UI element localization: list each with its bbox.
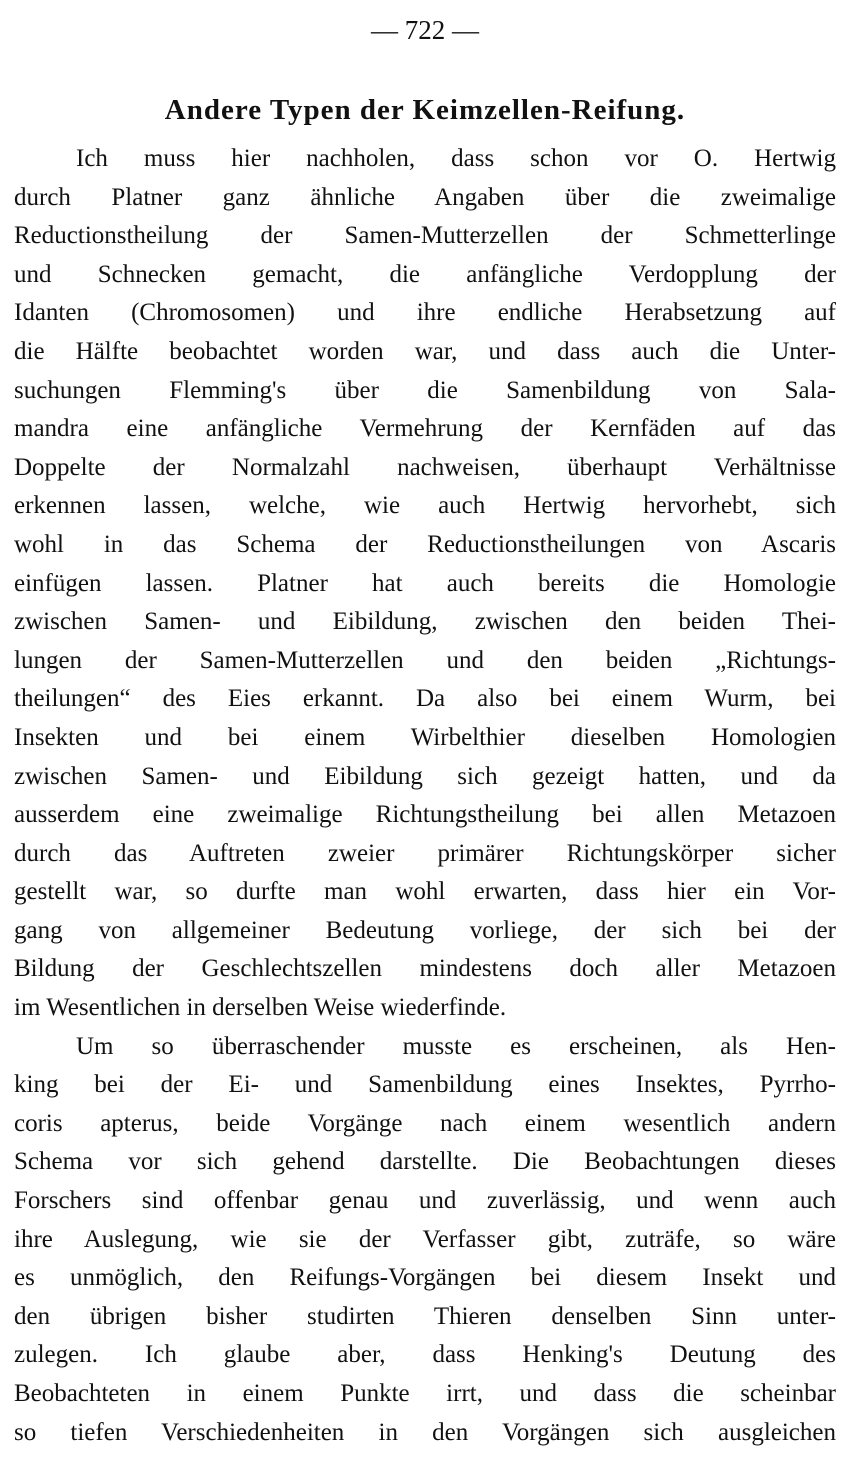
text-line: Beobachteten in einem Punkte irrt, und dass die scheinbar <box>14 1380 836 1407</box>
text-line: einfügen lassen. Platner hat auch bereits die Homologie <box>14 569 836 597</box>
text-line: den übrigen bisher studirten Thieren denselben Sinn unter- <box>14 1302 836 1330</box>
text-line: wohl in das Schema der Reductionstheilungen von Ascaris <box>14 530 836 558</box>
text-line: im Wesentlichen in derselben Weise wiederfinde. <box>14 994 507 1022</box>
text-line: gestellt war, so durfte man wohl erwarten, dass hier ein Vor- <box>14 878 836 906</box>
text-line: durch das Auftreten zweier primärer Richtungskörper sicher <box>14 839 836 867</box>
page-number: — 722 — <box>371 15 479 45</box>
text-line: Bildung der Geschlechtszellen mindestens doch aller Metazoen <box>14 955 836 983</box>
text-line: theilungen“ des Eies erkannt. Da also bei einem Wurm, bei <box>14 685 836 713</box>
text-line: Schema vor sich gehend darstellte. Die Beobachtungen dieses <box>14 1148 836 1176</box>
text-line: king bei der Ei- und Samenbildung eines Insektes, Pyrrho- <box>14 1071 836 1099</box>
text-line: mandra eine anfängliche Vermehrung der Kernfäden auf das <box>14 415 836 443</box>
body-text <box>14 140 836 1452</box>
text-line: durch Platner ganz ähnliche Angaben über die zweimalige <box>14 183 836 211</box>
text-line: lungen der Samen-Mutterzellen und den beiden „Richtungs- <box>14 646 836 674</box>
text-line: zwischen Samen- und Eibildung sich gezeigt hatten, und da <box>14 762 836 790</box>
text-line: gang von allgemeiner Bedeutung vorliege, der sich bei der <box>14 916 836 944</box>
text-line: suchungen Flemming's über die Samenbildung von Sala- <box>14 376 836 404</box>
text-line: ausserdem eine zweimalige Richtungstheilung bei allen Metazoen <box>14 801 836 829</box>
text-line: zulegen. Ich glaube aber, dass Henking's Deutung des <box>14 1341 836 1369</box>
text-line: es unmöglich, den Reifungs-Vorgängen bei diesem Insekt und <box>14 1264 836 1292</box>
text-line: Insekten und bei einem Wirbelthier dieselben Homologien <box>14 723 836 751</box>
text-line: Doppelte der Normalzahl nachweisen, überhaupt Verhältnisse <box>14 453 836 481</box>
text-line: Um so überraschender musste es erscheinen, als Hen- <box>76 1032 836 1060</box>
text-line: die Hälfte beobachtet worden war, und dass auch die Unter- <box>14 337 836 365</box>
text-line: erkennen lassen, welche, wie auch Hertwig hervorhebt, sich <box>14 492 836 520</box>
text-line: Forschers sind offenbar genau und zuverlässig, und wenn auch <box>14 1187 836 1215</box>
text-line: Idanten (Chromosomen) und ihre endliche Herabsetzung auf <box>14 299 836 327</box>
text-line: ihre Auslegung, wie sie der Verfasser gibt, zuträfe, so wäre <box>14 1225 836 1253</box>
text-line: coris apterus, beide Vorgänge nach einem wesentlich andern <box>14 1109 836 1137</box>
text-line: Ich muss hier nachholen, dass schon vor O. Hertwig <box>76 145 836 172</box>
section-heading: Andere Typen der Keimzellen-Reifung. <box>164 94 686 126</box>
text-line: und Schnecken gemacht, die anfängliche Verdopplung der <box>14 260 836 288</box>
text-line: so tiefen Verschiedenheiten in den Vorgängen sich ausgleichen <box>14 1418 836 1446</box>
text-line: zwischen Samen- und Eibildung, zwischen den beiden Thei- <box>14 608 836 636</box>
text-line: Reductionstheilung der Samen-Mutterzellen der Schmetterlinge <box>14 222 836 250</box>
